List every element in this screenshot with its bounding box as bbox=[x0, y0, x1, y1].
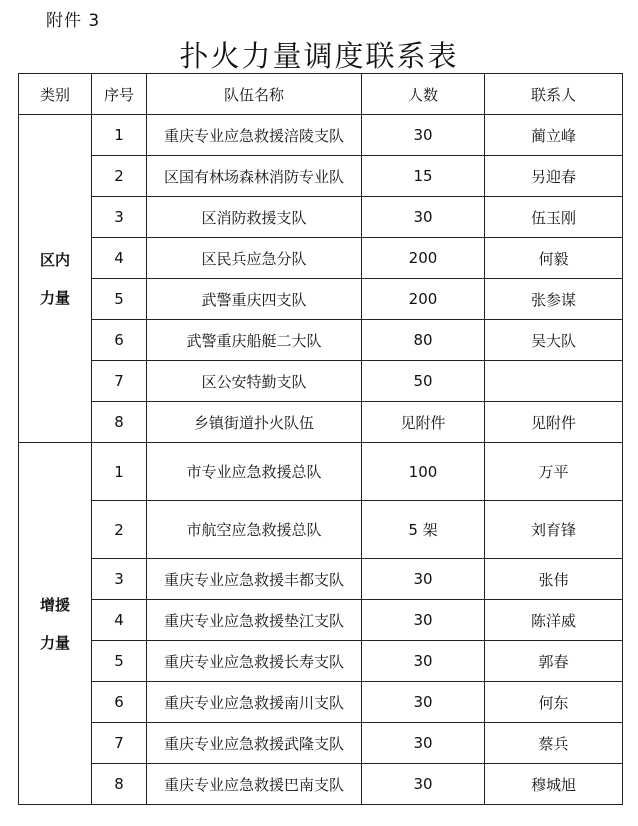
table-row bbox=[19, 238, 623, 279]
team-name: 区国有林场森林消防专业队 bbox=[147, 156, 362, 197]
row-number: 5 bbox=[92, 641, 147, 682]
headcount: 30 bbox=[362, 559, 485, 600]
contact-person: 穆城旭 bbox=[485, 764, 623, 805]
headcount: 200 bbox=[362, 238, 485, 279]
contact-person: 另迎春 bbox=[485, 156, 623, 197]
team-name: 重庆专业应急救援武隆支队 bbox=[147, 723, 362, 764]
contact-person: 蔡兵 bbox=[485, 723, 623, 764]
headcount: 30 bbox=[362, 641, 485, 682]
table-header-row bbox=[19, 74, 623, 115]
table-row bbox=[19, 402, 623, 443]
headcount: 见附件 bbox=[362, 402, 485, 443]
team-name: 重庆专业应急救援垫江支队 bbox=[147, 600, 362, 641]
category-line: 增援 bbox=[39, 595, 70, 614]
table-row bbox=[19, 320, 623, 361]
dispatch-contact-table bbox=[18, 73, 623, 805]
contact-person: 蔺立峰 bbox=[485, 115, 623, 156]
table-row bbox=[19, 443, 623, 501]
headcount: 30 bbox=[362, 723, 485, 764]
row-number: 2 bbox=[92, 156, 147, 197]
table-row bbox=[19, 115, 623, 156]
headcount: 15 bbox=[362, 156, 485, 197]
team-name: 重庆专业应急救援长寿支队 bbox=[147, 641, 362, 682]
team-name: 区消防救援支队 bbox=[147, 197, 362, 238]
row-number: 7 bbox=[92, 361, 147, 402]
headcount: 80 bbox=[362, 320, 485, 361]
category-line: 力量 bbox=[39, 633, 70, 652]
table-row bbox=[19, 764, 623, 805]
contact-person: 陈洋威 bbox=[485, 600, 623, 641]
headcount: 30 bbox=[362, 682, 485, 723]
header-contact: 联系人 bbox=[485, 74, 623, 115]
contact-person: 吴大队 bbox=[485, 320, 623, 361]
table-row bbox=[19, 723, 623, 764]
team-name: 重庆专业应急救援南川支队 bbox=[147, 682, 362, 723]
contact-person: 见附件 bbox=[485, 402, 623, 443]
contact-person: 何东 bbox=[485, 682, 623, 723]
contact-person: 张伟 bbox=[485, 559, 623, 600]
header-headcount: 人数 bbox=[362, 74, 485, 115]
row-number: 5 bbox=[92, 279, 147, 320]
row-number: 7 bbox=[92, 723, 147, 764]
headcount: 50 bbox=[362, 361, 485, 402]
team-name: 乡镇街道扑火队伍 bbox=[147, 402, 362, 443]
team-name: 重庆专业应急救援涪陵支队 bbox=[147, 115, 362, 156]
header-number: 序号 bbox=[92, 74, 147, 115]
team-name: 武警重庆四支队 bbox=[147, 279, 362, 320]
table-row bbox=[19, 197, 623, 238]
team-name: 重庆专业应急救援巴南支队 bbox=[147, 764, 362, 805]
attachment-label: 附件 3 bbox=[46, 11, 101, 31]
contact-person: 伍玉刚 bbox=[485, 197, 623, 238]
team-name: 区公安特勤支队 bbox=[147, 361, 362, 402]
contact-person: 刘育锋 bbox=[485, 501, 623, 559]
headcount: 30 bbox=[362, 600, 485, 641]
contact-person: 何毅 bbox=[485, 238, 623, 279]
row-number: 1 bbox=[92, 443, 147, 501]
table-row bbox=[19, 559, 623, 600]
table-row bbox=[19, 501, 623, 559]
team-name: 区民兵应急分队 bbox=[147, 238, 362, 279]
row-number: 3 bbox=[92, 197, 147, 238]
row-number: 1 bbox=[92, 115, 147, 156]
row-number: 6 bbox=[92, 320, 147, 361]
headcount: 30 bbox=[362, 764, 485, 805]
headcount: 30 bbox=[362, 115, 485, 156]
team-name: 市航空应急救援总队 bbox=[147, 501, 362, 559]
header-team-name: 队伍名称 bbox=[147, 74, 362, 115]
row-number: 4 bbox=[92, 238, 147, 279]
headcount: 100 bbox=[362, 443, 485, 501]
table-row bbox=[19, 641, 623, 682]
category-line: 力量 bbox=[39, 288, 70, 307]
headcount: 200 bbox=[362, 279, 485, 320]
table-row bbox=[19, 682, 623, 723]
team-name: 重庆专业应急救援丰都支队 bbox=[147, 559, 362, 600]
headcount: 5 架 bbox=[362, 501, 485, 559]
category-reinforcement-forces bbox=[19, 443, 92, 805]
category-local-forces bbox=[19, 115, 92, 443]
row-number: 2 bbox=[92, 501, 147, 559]
category-line: 区内 bbox=[39, 250, 70, 269]
row-number: 6 bbox=[92, 682, 147, 723]
team-name: 市专业应急救援总队 bbox=[147, 443, 362, 501]
contact-person bbox=[485, 361, 623, 402]
row-number: 8 bbox=[92, 402, 147, 443]
table-row bbox=[19, 156, 623, 197]
contact-person: 张参谋 bbox=[485, 279, 623, 320]
table-row bbox=[19, 600, 623, 641]
page-title: 扑火力量调度联系表 bbox=[179, 39, 459, 73]
table-row bbox=[19, 361, 623, 402]
header-category: 类别 bbox=[19, 74, 92, 115]
row-number: 3 bbox=[92, 559, 147, 600]
contact-person: 万平 bbox=[485, 443, 623, 501]
contact-person: 郭春 bbox=[485, 641, 623, 682]
table-row bbox=[19, 279, 623, 320]
row-number: 4 bbox=[92, 600, 147, 641]
row-number: 8 bbox=[92, 764, 147, 805]
team-name: 武警重庆船艇二大队 bbox=[147, 320, 362, 361]
headcount: 30 bbox=[362, 197, 485, 238]
